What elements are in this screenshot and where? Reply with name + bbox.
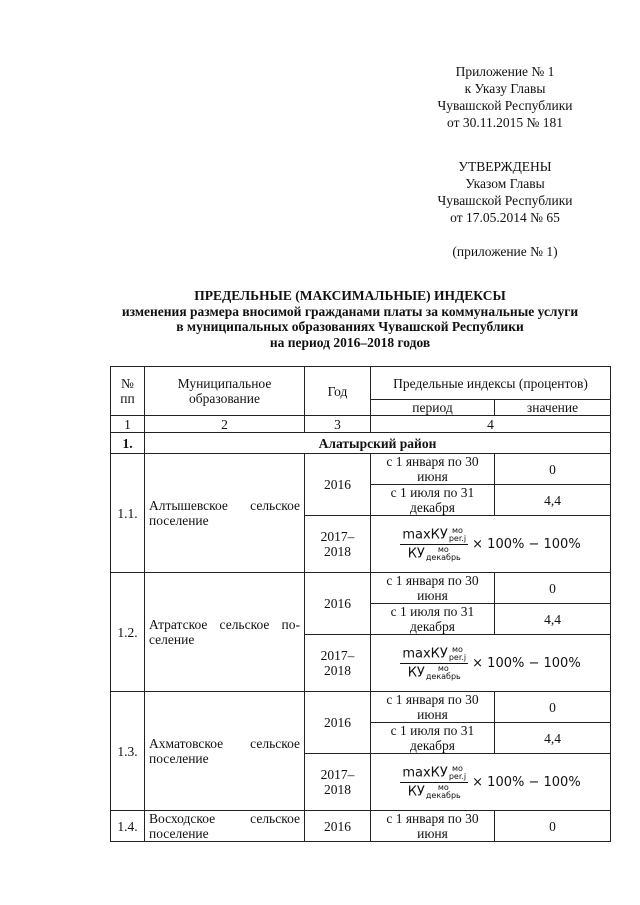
table-row — [111, 811, 611, 842]
year-cell: 2016 — [305, 573, 371, 635]
appendix-line: к Указу Главы — [464, 81, 546, 96]
header-row — [111, 367, 611, 400]
district-num: 1. — [111, 433, 145, 454]
indices-table — [110, 366, 611, 842]
colnum-row — [111, 416, 611, 433]
period-cell: с 1 июля по 31 декабря — [371, 604, 495, 635]
municipality-name: Алтышевское сельское поселение — [145, 454, 305, 573]
approved-line: Указом Главы — [465, 176, 545, 191]
colnum: 2 — [145, 416, 305, 433]
table-row — [111, 454, 611, 485]
row-num: 1.1. — [111, 454, 145, 573]
period-cell: с 1 января по 30 июня — [371, 692, 495, 723]
year-cell: 2016 — [305, 454, 371, 516]
approved-line: от 17.05.2014 № 65 — [450, 210, 560, 225]
approved-block — [380, 158, 630, 260]
value-cell: 0 — [495, 811, 611, 842]
index-formula: maxКУ мо per.j КУ мо декабрь × 100% − 100% — [402, 644, 581, 681]
header-municipality: Муниципальное образование — [145, 367, 305, 416]
approved-line: Чувашской Республики — [437, 193, 573, 208]
value-cell: 0 — [495, 692, 611, 723]
appendix-block — [380, 63, 630, 131]
formula-cell — [371, 635, 611, 692]
row-num: 1.4. — [111, 811, 145, 842]
title-line: ПРЕДЕЛЬНЫЕ (МАКСИМАЛЬНЫЕ) ИНДЕКСЫ — [194, 288, 506, 303]
period-cell: с 1 января по 30 июня — [371, 573, 495, 604]
approved-line: (приложение № 1) — [452, 244, 558, 259]
district-name: Алатырский район — [145, 433, 611, 454]
title-line: изменения размера вносимой гражданами платы за коммунальные услуги — [121, 303, 579, 319]
header-indices: Предельные индексы (процентов) — [371, 367, 611, 400]
spacer — [380, 226, 630, 243]
table-row — [111, 573, 611, 604]
year-cell: 2016 — [305, 811, 371, 842]
header-year: Год — [305, 367, 371, 416]
colnum: 1 — [111, 416, 145, 433]
index-formula: maxКУ мо per.j КУ мо декабрь × 100% − 100% — [402, 763, 581, 800]
municipality-name: Ахматовское сельское поселение — [145, 692, 305, 811]
appendix-line: Чувашской Республики — [437, 98, 573, 113]
year-cell: 2017–2018 — [305, 635, 371, 692]
row-num: 1.2. — [111, 573, 145, 692]
value-cell: 0 — [495, 573, 611, 604]
index-formula: maxКУ мо per.j КУ мо декабрь × 100% − 100% — [402, 525, 581, 562]
period-cell: с 1 января по 30 июня — [371, 811, 495, 842]
document-title — [60, 288, 640, 350]
period-cell: с 1 января по 30 июня — [371, 454, 495, 485]
colnum: 3 — [305, 416, 371, 433]
table-row — [111, 692, 611, 723]
appendix-line: Приложение № 1 — [455, 64, 555, 79]
year-cell: 2016 — [305, 692, 371, 754]
colnum: 4 — [371, 416, 611, 433]
approved-line: УТВЕРЖДЕНЫ — [458, 159, 552, 174]
value-cell: 0 — [495, 454, 611, 485]
period-cell: с 1 июля по 31 декабря — [371, 485, 495, 516]
header-period: период — [371, 400, 495, 416]
formula-cell — [371, 516, 611, 573]
period-cell: с 1 июля по 31 декабря — [371, 723, 495, 754]
year-cell: 2017–2018 — [305, 516, 371, 573]
formula-cell — [371, 754, 611, 811]
municipality-name: Восходское сельское поселение — [145, 811, 305, 842]
appendix-line: от 30.11.2015 № 181 — [447, 115, 563, 130]
district-row — [111, 433, 611, 454]
header-value: значение — [495, 400, 611, 416]
municipality-name: Атратское сельское по-селение — [145, 573, 305, 692]
value-cell: 4,4 — [495, 723, 611, 754]
year-cell: 2017–2018 — [305, 754, 371, 811]
title-line: в муниципальных образованиях Чувашской Республики — [176, 319, 524, 335]
title-line: на период 2016–2018 годов — [269, 334, 431, 350]
value-cell: 4,4 — [495, 604, 611, 635]
value-cell: 4,4 — [495, 485, 611, 516]
header-num: № пп — [111, 367, 145, 416]
row-num: 1.3. — [111, 692, 145, 811]
